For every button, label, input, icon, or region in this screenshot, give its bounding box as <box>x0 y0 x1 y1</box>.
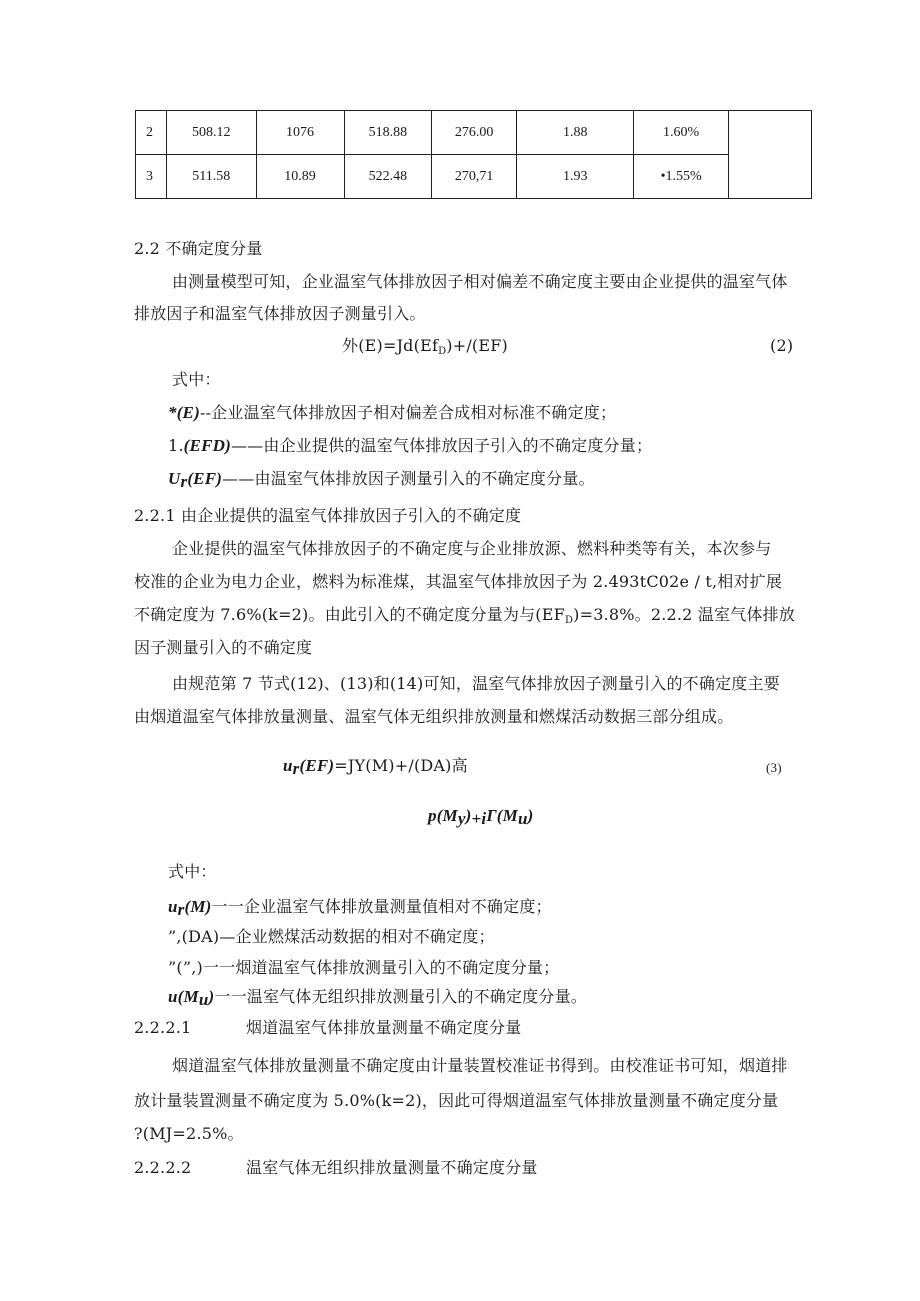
paragraph-line: 放计量装置测量不确定度为 5.0%(k=2)，因此可得烟道温室气体排放量测量不确定度分量 <box>134 1091 779 1110</box>
section-number-2-2-2-1: 2.2.2.1 <box>134 1018 192 1037</box>
symbol: (EF) <box>299 756 335 775</box>
symbol: U <box>168 469 181 488</box>
definition-text: ——由温室气体排放因子测量引入的不确定度分量。 <box>222 469 595 488</box>
table-cell: 1076 <box>256 111 344 155</box>
symbol-sub: +i <box>471 809 487 828</box>
paragraph-line: 企业提供的温室气体排放因子的不确定度与企业排放源、燃料种类等有关，本次参与 <box>172 539 772 558</box>
table-cell: 511.58 <box>167 155 256 199</box>
equation-number: (2) <box>770 336 794 355</box>
where-label: 式中： <box>168 862 217 881</box>
symbol: u <box>283 756 293 775</box>
table-cell: 3 <box>136 155 167 199</box>
definition-line: ”(”,)一一烟道温室气体排放测量引入的不确定度分量； <box>168 958 560 977</box>
symbol-sub: r <box>180 472 188 491</box>
symbol-sub: u <box>517 809 528 828</box>
symbol-sub: r <box>292 759 300 778</box>
formula-3-denominator <box>428 806 534 829</box>
definition-text: --企业温室气体排放因子相对偏差合成相对标准不确定度； <box>199 403 617 422</box>
table-cell: •1.55% <box>634 155 728 199</box>
table-cell: 276.00 <box>432 111 517 155</box>
paragraph-line: 由烟道温室气体排放量测量、温室气体无组织排放测量和燃煤活动数据三部分组成。 <box>134 707 734 726</box>
formula-text: 外(E)=Jd(Ef <box>342 336 439 355</box>
definition-line <box>168 897 552 920</box>
symbol: (M) <box>184 897 212 916</box>
paragraph-line <box>134 605 795 631</box>
table-cell: 10.89 <box>256 155 344 199</box>
symbol: u(M <box>168 987 199 1006</box>
prefix: 1. <box>168 436 184 455</box>
table-cell: 508.12 <box>167 111 256 155</box>
paragraph-line: 由测量模型可知，企业温室气体排放因子相对偏差不确定度主要由企业提供的温室气体 <box>172 272 788 291</box>
symbol: ) <box>208 987 215 1006</box>
subscript: D <box>564 615 574 626</box>
text: )=3.8%。2.2.2 温室气体排放 <box>573 605 796 624</box>
where-label: 式中： <box>172 370 221 389</box>
symbol-sub: y <box>457 809 466 828</box>
definition-line <box>168 436 652 456</box>
symbol-sub: u <box>198 990 209 1009</box>
data-table <box>135 110 812 199</box>
paragraph-line: 校准的企业为电力企业，燃料为标准煤，其温室气体排放因子为 2.493tC02e / t,相对扩展 <box>134 572 783 591</box>
equation-number: (3) <box>766 760 782 775</box>
definition-line <box>168 403 616 423</box>
table-cell: 518.88 <box>344 111 432 155</box>
definition-line <box>168 987 587 1010</box>
formula-text: )+/(EF) <box>446 336 509 355</box>
paragraph-line: ?(MJ=2.5%。 <box>134 1124 244 1143</box>
definition-line <box>168 469 595 492</box>
definition-text: 一一企业温室气体排放量测量值相对不确定度； <box>211 897 552 916</box>
section-title-2-2-2-1: 烟道温室气体排放量测量不确定度分量 <box>246 1018 522 1037</box>
formula-sub: D <box>438 346 447 357</box>
table-cell: 1.88 <box>516 111 633 155</box>
paragraph-line: 由规范第 7 节式(12)、(13)和(14)可知，温室气体排放因子测量引入的不确定度主要 <box>172 674 780 693</box>
symbol: (EFD) <box>183 436 231 455</box>
section-heading-2-2: 2.2 不确定度分量 <box>134 239 263 258</box>
symbol-sub: r <box>177 900 185 919</box>
table-cell: 2 <box>136 111 167 155</box>
section-title-2-2-2-2: 温室气体无组织排放量测量不确定度分量 <box>246 1158 538 1177</box>
symbol: ) <box>527 806 534 825</box>
table-cell: 270,71 <box>432 155 517 199</box>
formula-text: =JY(M)+/(DA)高 <box>334 756 468 775</box>
paragraph-line: 烟道温室气体排放量测量不确定度由计量装置校准证书得到。由校准证书可知，烟道排 <box>172 1056 788 1075</box>
section-heading-2-2-1: 2.2.1 由企业提供的温室气体排放因子引入的不确定度 <box>134 506 522 525</box>
definition-text: ——由企业提供的温室气体排放因子引入的不确定度分量； <box>230 436 653 455</box>
definition-line: ”,(DA)—企业燃煤活动数据的相对不确定度； <box>168 927 495 946</box>
symbol: ) <box>465 806 472 825</box>
table-row <box>136 111 812 155</box>
paragraph-line: 排放因子和温室气体排放因子测量引入。 <box>134 304 426 323</box>
table-cell: 1.93 <box>516 155 633 199</box>
section-number-2-2-2-2: 2.2.2.2 <box>134 1158 192 1177</box>
symbol: u <box>168 897 178 916</box>
formula-3 <box>283 756 468 779</box>
table-cell: 522.48 <box>344 155 432 199</box>
table-cell-empty <box>728 111 811 199</box>
table-row <box>136 155 812 199</box>
formula-2 <box>342 336 508 362</box>
symbol: Γ(M <box>486 806 518 825</box>
text: 不确定度为 7.6%(k=2)。由此引入的不确定度分量为与(EF <box>134 605 565 624</box>
symbol: *(E) <box>168 403 200 422</box>
paragraph-line: 因子测量引入的不确定度 <box>134 638 313 657</box>
table-cell: 1.60% <box>634 111 728 155</box>
definition-text: 一一温室气体无组织排放测量引入的不确定度分量。 <box>214 987 587 1006</box>
symbol: p(M <box>428 806 458 825</box>
symbol: (EF) <box>187 469 223 488</box>
